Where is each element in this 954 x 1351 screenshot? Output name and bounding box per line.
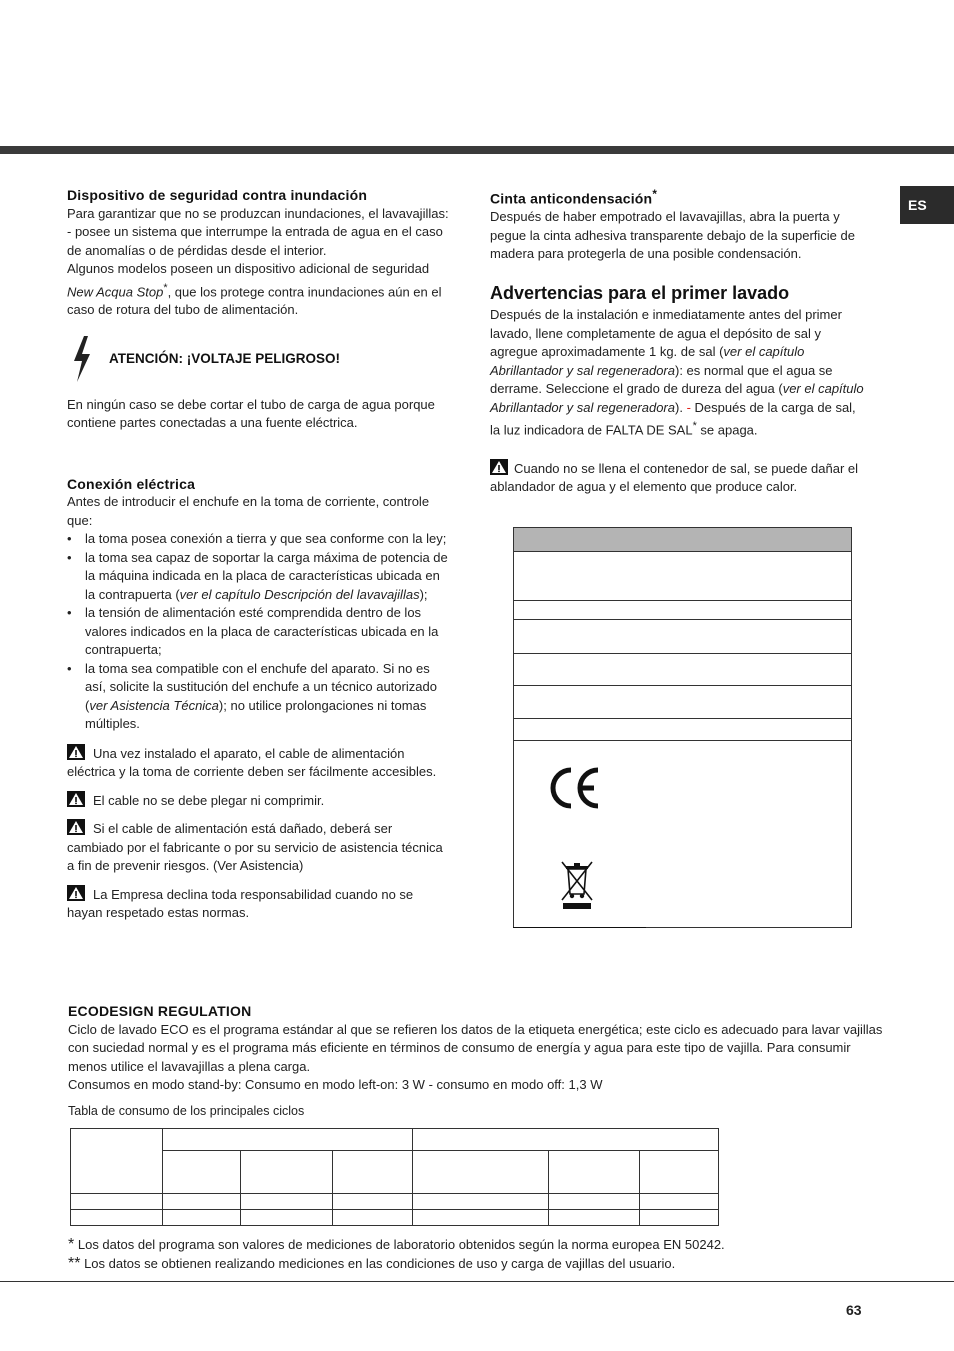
lightning-bolt-icon <box>67 336 97 382</box>
table-rule <box>162 1128 163 1226</box>
warning-triangle-icon <box>67 885 85 901</box>
warning-note: La Empresa declina toda responsabilidad cuando no se hayan respetado estas normas. <box>67 886 414 921</box>
voltage-text: En ningún caso se debe cortar el tubo de carga de agua porque contiene partes conectadas a una fuente eléctrica. <box>67 396 435 431</box>
list-item: • la toma posea conexión a tierra y que sea conforme con la ley; <box>67 531 447 547</box>
ecodesign-section <box>68 1002 888 1120</box>
top-rule <box>0 146 954 154</box>
footnote-1: * Los datos del programa son valores de mediciones de laboratorio obtenidos según la norma europea EN 50242. <box>68 1236 725 1253</box>
table-rule <box>639 1150 640 1226</box>
first-wash-text: Después de la instalación e inmediatamente antes del primer lavado, llene completamente de agua el depósito de sal y agregue aproximadamente 1 kg. de sal (ver el capítulo Abrillantador y sal regeneradora): es normal que el agua se derrame. Seleccione el grado de dureza del agua (ver el capítulo Abrillantador y sal regeneradora). - Después de la carga de sal, la luz indicadora de FALTA DE SAL* se apaga. <box>490 307 864 438</box>
ecodesign-title: ECODESIGN REGULATION <box>68 1003 252 1019</box>
table-rule <box>70 1225 719 1226</box>
bottom-rule <box>0 1281 954 1282</box>
right-column <box>490 186 866 497</box>
spec-header-bar <box>514 528 851 552</box>
voltage-warning <box>67 336 449 382</box>
table-rule <box>412 1128 413 1226</box>
voltage-warning-label: ATENCIÓN: ¡VOLTAJE PELIGROSO! <box>109 350 341 366</box>
warning-triangle-icon <box>67 819 85 835</box>
warning-note: Una vez instalado el aparato, el cable de alimentación eléctrica y la toma de corriente deben ser fácilmente accesibles. <box>67 745 437 780</box>
table-rule <box>70 1209 719 1210</box>
spec-box-underline <box>513 927 646 928</box>
consumption-table <box>70 1128 719 1226</box>
table-rule <box>332 1150 333 1226</box>
list-item: • la toma sea capaz de soportar la carga máxima de potencia de la máquina indicada en la placa de características ubicada en la contrapuerta (ver el capítulo Descripción del lavavajillas); <box>67 549 448 602</box>
spec-row-divider <box>514 653 851 654</box>
spec-row-divider <box>514 718 851 719</box>
language-tab: ES <box>900 186 954 224</box>
warning-triangle-icon <box>67 791 85 807</box>
table-rule <box>70 1193 719 1194</box>
table-rule <box>718 1128 719 1226</box>
table-rule <box>70 1128 719 1129</box>
page-number: 63 <box>846 1302 862 1318</box>
cinta-title: Cinta anticondensación* <box>490 188 658 207</box>
ce-mark-icon <box>548 766 602 810</box>
electrical-title: Conexión eléctrica <box>67 475 196 492</box>
spec-row-divider <box>514 685 851 686</box>
electrical-intro: Antes de introducir el enchufe en la toma de corriente, controle que: <box>67 494 430 528</box>
weee-bin-icon <box>560 860 594 910</box>
spec-row-divider <box>514 740 851 741</box>
spec-row-divider <box>514 619 851 620</box>
warning-note: Cuando no se llena el contenedor de sal, se puede dañar el ablandador de agua y el elemento que produce calor. <box>490 460 859 495</box>
table-rule <box>240 1150 241 1226</box>
flood-text-1: Para garantizar que no se produzcan inundaciones, el lavavajillas: <box>67 205 449 221</box>
warning-triangle-icon <box>490 459 508 475</box>
cinta-text: Después de haber empotrado el lavavajillas, abra la puerta y pegue la cinta adhesiva transparente debajo de la superficie de madera para protegerla de una posible condensación. <box>490 209 855 262</box>
left-column <box>67 186 449 923</box>
warning-note: Si el cable de alimentación está dañado, deberá ser cambiado por el fabricante o por su servicio de asistencia técnica a fin de prevenir riesgos. (Ver Asistencia) <box>67 821 443 874</box>
flood-text-3: Algunos modelos poseen un dispositivo adicional de seguridad New Acqua Stop*, que los protege contra inundaciones aún en el caso de rotura del tubo de alimentación. <box>67 261 442 318</box>
warning-triangle-icon <box>67 744 85 760</box>
list-item: • la toma sea compatible con el enchufe del aparato. Si no es así, solicite la sustitución del enchufe a un técnico autorizado (ver Asistencia Técnica); no utilice prolongaciones ni tomas múltiples. <box>67 660 437 732</box>
standby-consumption: Consumos en modo stand-by: Consumo en modo left-on: 3 W - consumo en modo off: 1,3 W <box>68 1077 603 1092</box>
technical-data-box <box>513 527 852 928</box>
flood-text-2: - posee un sistema que interrumpe la entrada de agua en el caso de anomalías o de pérdidas desde el interior. <box>67 224 443 258</box>
table-rule <box>162 1150 719 1151</box>
list-item: • la tensión de alimentación esté comprendida dentro de los valores indicados en la placa de características ubicada en la contrapuerta; <box>67 605 439 658</box>
footnote-2: ** Los datos se obtienen realizando mediciones en las condiciones de uso y carga de vajillas del usuario. <box>68 1254 676 1272</box>
table-rule <box>70 1128 71 1226</box>
table-rule <box>548 1150 549 1226</box>
table-caption: Tabla de consumo de los principales ciclos <box>68 1103 305 1118</box>
spec-row-divider <box>514 600 851 601</box>
footnotes <box>68 1236 908 1273</box>
warning-note: El cable no se debe plegar ni comprimir. <box>67 791 449 811</box>
flood-title: Dispositivo de seguridad contra inundación <box>67 187 368 203</box>
section-heading: Advertencias para el primer lavado <box>490 282 790 303</box>
ecodesign-text: Ciclo de lavado ECO es el programa estándar al que se refieren los datos de la etiqueta energética; este ciclo es adecuado para lavar vajillas con suciedad normal y es el programa más eficiente en términos de consumo de energía y agua para este tipo de vajilla. Para consumir menos utilice el lavavajillas a plena carga. <box>68 1021 883 1074</box>
